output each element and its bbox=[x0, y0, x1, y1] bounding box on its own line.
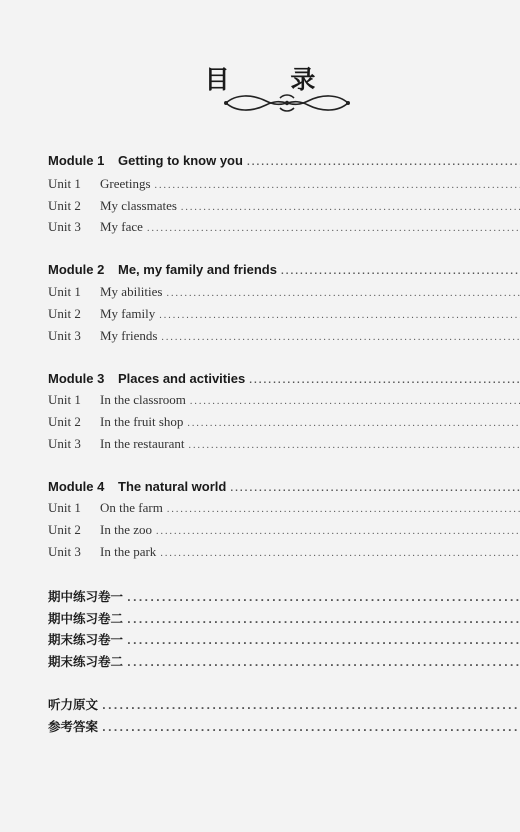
unit-label: Unit 1 bbox=[48, 500, 81, 515]
appendix-title: 参考答案 bbox=[48, 719, 99, 734]
module-label: Module 1 bbox=[48, 153, 105, 168]
toc-unit[interactable] bbox=[48, 500, 520, 516]
test-title: 期中练习卷二 bbox=[48, 611, 124, 626]
dot-leader bbox=[156, 526, 520, 537]
unit-title: My family bbox=[100, 306, 156, 321]
unit-title: My friends bbox=[100, 328, 158, 343]
dot-leader bbox=[230, 483, 520, 494]
toc-unit[interactable] bbox=[48, 522, 520, 538]
module-title: Getting to know you bbox=[118, 153, 243, 168]
toc-unit[interactable] bbox=[48, 392, 520, 408]
unit-label: Unit 1 bbox=[48, 284, 81, 299]
dot-leader bbox=[249, 375, 520, 386]
unit-label: Unit 2 bbox=[48, 522, 81, 537]
toc-unit[interactable] bbox=[48, 176, 520, 192]
toc-appendix[interactable] bbox=[48, 717, 520, 735]
toc-unit[interactable] bbox=[48, 219, 520, 235]
dot-leader bbox=[102, 701, 520, 712]
unit-label: Unit 2 bbox=[48, 198, 81, 213]
toc-unit[interactable] bbox=[48, 198, 520, 214]
dot-leader bbox=[127, 593, 520, 604]
unit-label: Unit 1 bbox=[48, 176, 81, 191]
module-label: Module 2 bbox=[48, 262, 105, 277]
unit-label: Unit 2 bbox=[48, 306, 81, 321]
test-title: 期中练习卷一 bbox=[48, 589, 124, 604]
dot-leader bbox=[127, 636, 520, 647]
ornament-divider-icon bbox=[222, 92, 352, 114]
unit-title: Greetings bbox=[100, 176, 151, 191]
unit-title: In the restaurant bbox=[100, 436, 185, 451]
dot-leader bbox=[102, 723, 520, 734]
dot-leader bbox=[127, 615, 520, 626]
dot-leader bbox=[127, 658, 520, 669]
unit-title: My abilities bbox=[100, 284, 163, 299]
unit-title: In the zoo bbox=[100, 522, 152, 537]
toc-test[interactable] bbox=[48, 652, 520, 670]
toc-module-2[interactable] bbox=[48, 262, 520, 277]
appendix-title: 听力原文 bbox=[48, 697, 99, 712]
dot-leader bbox=[167, 504, 520, 515]
toc-module-1[interactable] bbox=[48, 153, 520, 168]
module-label: Module 4 bbox=[48, 479, 105, 494]
unit-title: In the park bbox=[100, 544, 157, 559]
dot-leader bbox=[161, 332, 520, 343]
test-title: 期末练习卷一 bbox=[48, 632, 124, 647]
toc-unit[interactable] bbox=[48, 328, 520, 344]
dot-leader bbox=[247, 157, 520, 168]
unit-label: Unit 3 bbox=[48, 328, 81, 343]
module-label: Module 3 bbox=[48, 371, 105, 386]
dot-leader bbox=[166, 288, 520, 299]
unit-label: Unit 1 bbox=[48, 392, 81, 407]
toc-unit[interactable] bbox=[48, 306, 520, 322]
dot-leader bbox=[281, 266, 520, 277]
toc-test[interactable] bbox=[48, 630, 520, 648]
unit-title: My classmates bbox=[100, 198, 177, 213]
toc-appendix[interactable] bbox=[48, 695, 520, 713]
page-title: 目 录 bbox=[204, 65, 342, 94]
toc-test[interactable] bbox=[48, 587, 520, 605]
toc-unit[interactable] bbox=[48, 284, 520, 300]
module-title: The natural world bbox=[118, 479, 227, 494]
dot-leader bbox=[159, 310, 520, 321]
toc-unit[interactable] bbox=[48, 544, 520, 560]
unit-title: In the fruit shop bbox=[100, 414, 184, 429]
dot-leader bbox=[160, 548, 520, 559]
toc-unit[interactable] bbox=[48, 436, 520, 452]
toc-test[interactable] bbox=[48, 609, 520, 627]
unit-label: Unit 3 bbox=[48, 436, 81, 451]
unit-label: Unit 3 bbox=[48, 219, 81, 234]
unit-label: Unit 3 bbox=[48, 544, 81, 559]
unit-title: On the farm bbox=[100, 500, 163, 515]
dot-leader bbox=[188, 440, 520, 451]
dot-leader bbox=[147, 223, 520, 234]
module-title: Places and activities bbox=[118, 371, 246, 386]
dot-leader bbox=[181, 202, 520, 213]
dot-leader bbox=[155, 180, 520, 191]
dot-leader bbox=[190, 396, 520, 407]
unit-title: My face bbox=[100, 219, 143, 234]
module-title: Me, my family and friends bbox=[118, 262, 277, 277]
toc-unit[interactable] bbox=[48, 414, 520, 430]
test-title: 期末练习卷二 bbox=[48, 654, 124, 669]
toc-module-4[interactable] bbox=[48, 479, 520, 494]
unit-label: Unit 2 bbox=[48, 414, 81, 429]
unit-title: In the classroom bbox=[100, 392, 186, 407]
dot-leader bbox=[187, 418, 520, 429]
toc-module-3[interactable] bbox=[48, 371, 520, 386]
